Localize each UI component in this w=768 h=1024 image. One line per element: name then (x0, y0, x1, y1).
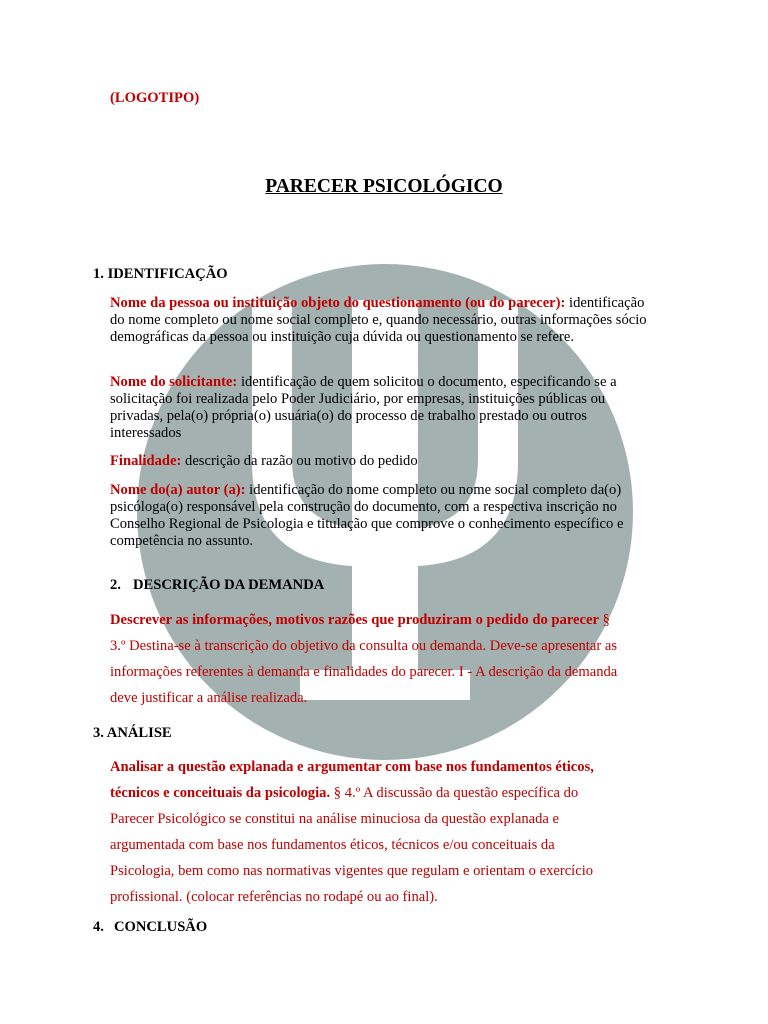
item-label: Nome da pessoa ou instituição objeto do questionamento (ou do parecer): (110, 295, 566, 311)
section-analise-heading: 3. ANÁLISE (93, 725, 172, 741)
demanda-text: § 3.º Destina-se à transcrição do objetivo da consulta ou demanda. Deve-se apresentar as informações referentes à demanda e finalidades do parecer. I - A descrição da demanda deve justificar a análise realizada. (110, 612, 618, 706)
analise-text: § 4.º A discussão da questão específica do Parecer Psicológico se constitui na análise minuciosa da questão explanada e argumentada com base nos fundamentos éticos, técnicos e/ou conceituais da Psicologia, bem como nas normativas vigentes que regulam e orientam o exercício profissional. (colocar referências no rodapé ou ao final). (110, 785, 594, 905)
item-text: identificação do nome completo ou nome social completo da(o) psicóloga(o) responsável pela construção do documento, com a respectiva inscrição no Conselho Regional de Psicologia e titulação que comprove o conhecimento específico e competência no assunto. (110, 482, 624, 549)
item-label: Finalidade: (110, 453, 182, 469)
identificacao-item-objeto (110, 295, 655, 346)
item-text: identificação de quem solicitou o documento, especificando se a solicitação foi realizada pelo Poder Judiciário, por empresas, instituições públicas ou privadas, pela(o) própria(o) usuária(o) do processo de trabalho prestado ou outros interessados (110, 374, 617, 441)
demanda-body (110, 607, 618, 711)
identificacao-item-autor (110, 482, 658, 550)
identificacao-item-finalidade (110, 453, 655, 470)
section-number: 2. (110, 577, 121, 593)
section-title: CONCLUSÃO (113, 919, 208, 935)
item-label: Nome do solicitante: (110, 374, 238, 390)
analise-body (110, 754, 595, 910)
section-number: 4. (93, 919, 104, 935)
section-identificacao-heading: 1. IDENTIFICAÇÃO (93, 266, 228, 282)
section-title: DESCRIÇÃO DA DEMANDA (132, 577, 325, 593)
item-label: Nome do(a) autor (a): (110, 482, 246, 498)
section-conclusao-heading (93, 919, 207, 936)
analise-instruction: Analisar a questão explanada e argumentar com base nos fundamentos éticos, técnicos e conceituais da psicologia. (110, 759, 594, 801)
identificacao-item-solicitante (110, 374, 655, 442)
demanda-instruction: Descrever as informações, motivos razões que produziram o pedido do parecer (110, 612, 599, 628)
item-text: descrição da razão ou motivo do pedido (185, 453, 418, 469)
item-text: identificação do nome completo ou nome social completo e, quando necessário, outras informações sócio demográficas da pessoa ou instituição cuja dúvida ou questionamento se refere. (110, 295, 647, 345)
document-title: PARECER PSICOLÓGICO (265, 176, 503, 197)
logo-placeholder: (LOGOTIPO) (110, 90, 200, 106)
section-demanda-heading (110, 577, 324, 594)
